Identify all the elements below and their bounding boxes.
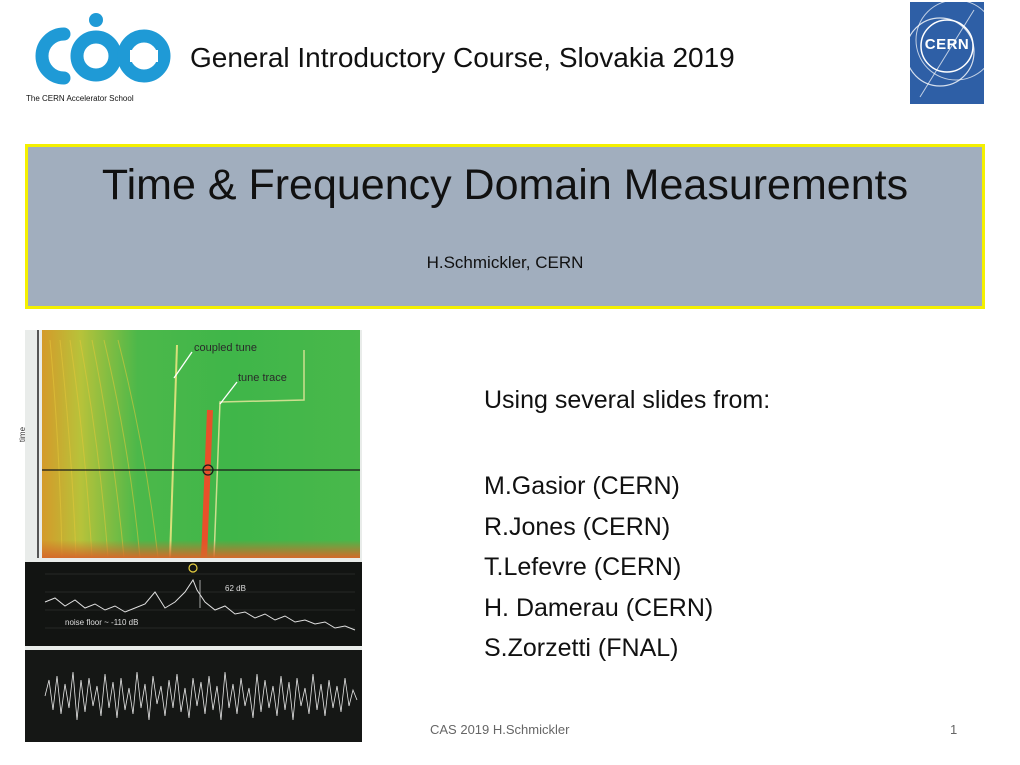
slide-title: Time & Frequency Domain Measurements [101, 161, 909, 209]
cas-logo [24, 12, 172, 107]
spectrogram-glow [42, 540, 360, 558]
cas-logo-graphic [24, 12, 172, 92]
source-item: M.Gasior (CERN) [484, 472, 680, 500]
time-signal-plot [25, 650, 362, 742]
spectrum-plot [25, 562, 362, 646]
spectrum-trace [25, 562, 362, 646]
source-item: T.Lefevre (CERN) [484, 553, 682, 581]
page-number: 1 [950, 722, 958, 737]
coupled-tune-label: coupled tune [194, 342, 257, 354]
db-annotation: 62 dB [225, 584, 246, 593]
cern-logo-text: CERN [924, 36, 970, 53]
cern-logo-rings [910, 2, 984, 104]
noise-floor-annotation: noise floor ~ -110 dB [65, 618, 139, 627]
spectrogram-traces [42, 330, 360, 558]
time-axis [37, 330, 39, 558]
header-title: General Introductory Course, Slovakia 2019 [190, 42, 735, 73]
sources-heading: Using several slides from: [484, 386, 771, 414]
source-item: R.Jones (CERN) [484, 512, 671, 541]
source-item: S.Zorzetti (FNAL) [484, 634, 679, 662]
spectrogram-image [42, 330, 360, 558]
tune-trace-label: tune trace [238, 372, 287, 384]
cas-tagline: The CERN Accelerator School [26, 94, 134, 103]
sources-list [484, 466, 713, 669]
title-box [25, 144, 985, 309]
slide-author: H.Schmickler, CERN [426, 253, 584, 272]
cern-logo [910, 2, 984, 104]
time-axis-label: time [18, 426, 28, 443]
source-item: H. Damerau (CERN) [484, 593, 714, 622]
tune-spectrogram-figure [18, 330, 362, 742]
footer-text: CAS 2019 H.Schmickler [430, 722, 570, 737]
time-signal-trace [25, 650, 362, 742]
